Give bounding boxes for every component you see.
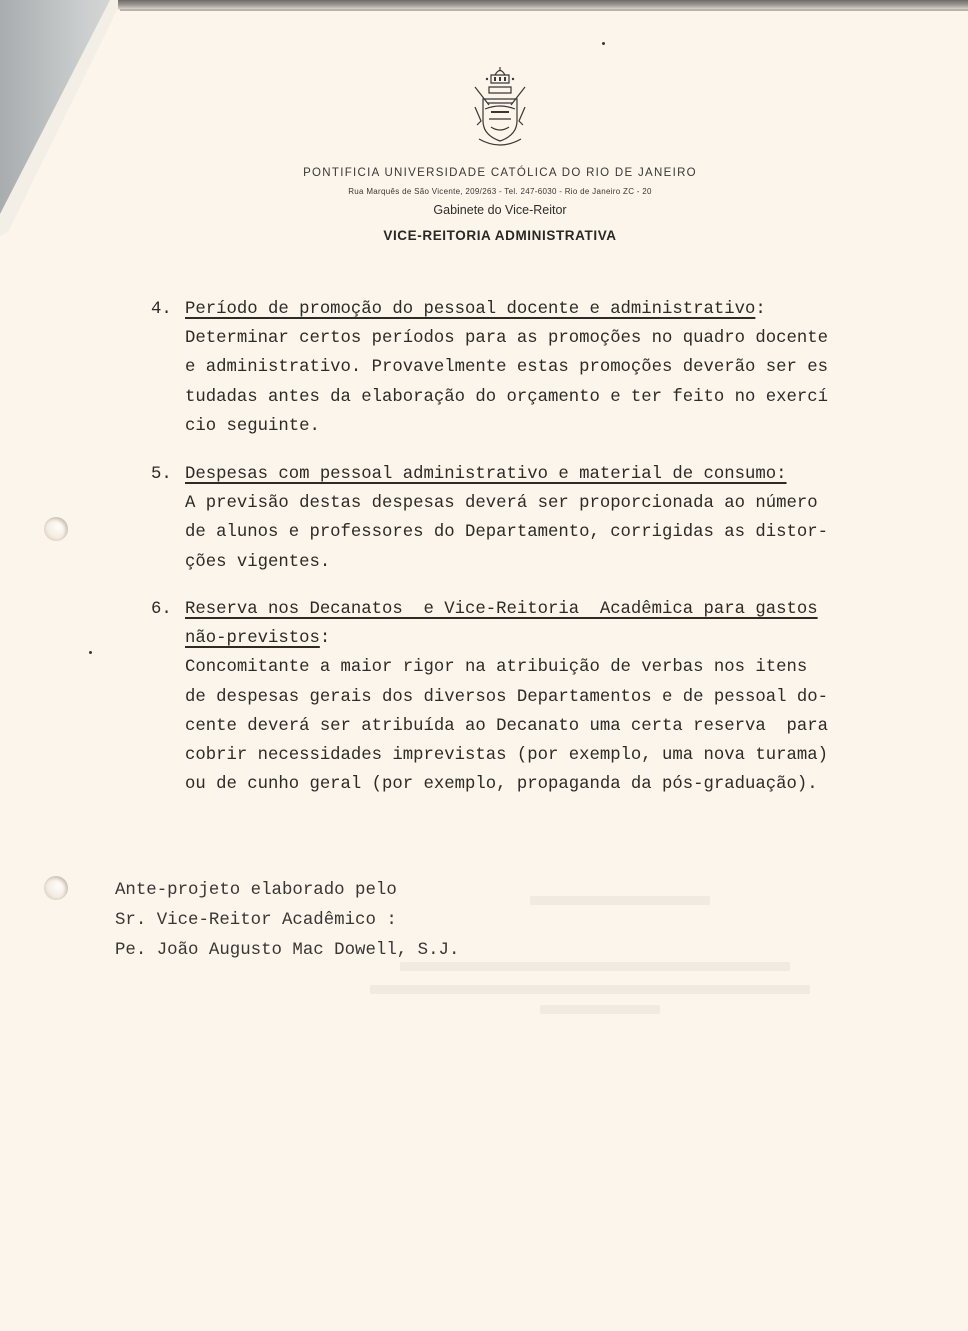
ink-speck (89, 651, 92, 654)
item-body-line: Concomitante a maior rigor na atribuição de verbas nos itens (185, 658, 808, 678)
university-address: Rua Marquês de São Vicente, 209/263 - Tel. 247-6030 - Rio de Janeiro ZC - 20 (348, 187, 652, 196)
item-number: 6. (151, 600, 172, 619)
item-body-line: ou de cunho geral (por exemplo, propaganda da pós-graduação). (185, 775, 818, 795)
bleed-through (540, 1005, 660, 1014)
item-body-line: tudadas antes da elaboração do orçamento e ter feito no exercí (185, 387, 828, 407)
university-name: PONTIFICIA UNIVERSIDADE CATÓLICA DO RIO DE JANEIRO (303, 167, 697, 179)
item-title: Período de promoção do pessoal docente e administrativo: (185, 300, 766, 319)
item-body-line: de despesas gerais dos diversos Departamentos e de pessoal do- (185, 687, 828, 707)
item-body-line: Determinar certos períodos para as promoções no quadro docente (185, 329, 828, 349)
item-body-line: de alunos e professores do Departamento, corrigidas as distor- (185, 523, 828, 543)
item-body-line: e administrativo. Provavelmente estas promoções deverão ser es (185, 358, 828, 378)
bleed-through (530, 896, 710, 905)
item-title: Reserva nos Decanatos e Vice-Reitoria Acadêmica para gastos (185, 600, 818, 619)
department-name: VICE-REITORIA ADMINISTRATIVA (383, 228, 617, 243)
item-number: 4. (151, 300, 172, 319)
author-name: Pe. João Augusto Mac Dowell, S.J. (115, 941, 460, 960)
list-item (151, 460, 911, 577)
page-top-line (120, 9, 968, 11)
ink-speck (602, 42, 605, 45)
item-title: Despesas com pessoal administrativo e material de consumo: (185, 465, 787, 484)
item-body-line: cente deverá ser atribuída ao Decanato uma certa reserva para (185, 716, 828, 736)
closing-attribution (115, 876, 459, 966)
list-item (151, 595, 911, 799)
punch-hole-icon (44, 876, 68, 900)
item-title: não-previstos: (185, 629, 331, 649)
item-body-line: cobrir necessidades imprevistas (por exemplo, uma nova turama) (185, 746, 828, 766)
item-number: 5. (151, 465, 172, 484)
coat-of-arms-icon (465, 65, 535, 155)
office-name: Gabinete do Vice-Reitor (433, 203, 567, 217)
closing-line: Sr. Vice-Reitor Acadêmico : (115, 911, 397, 930)
item-body-line: ções vigentes. (185, 552, 331, 572)
letterhead (240, 65, 760, 243)
item-body-line: A previsão destas despesas deverá ser proporcionada ao número (185, 494, 818, 514)
item-body-line: cio seguinte. (185, 416, 320, 436)
punch-hole-icon (44, 517, 68, 541)
bleed-through (370, 985, 810, 994)
closing-line: Ante-projeto elaborado pelo (115, 881, 397, 900)
list-item (151, 295, 911, 441)
